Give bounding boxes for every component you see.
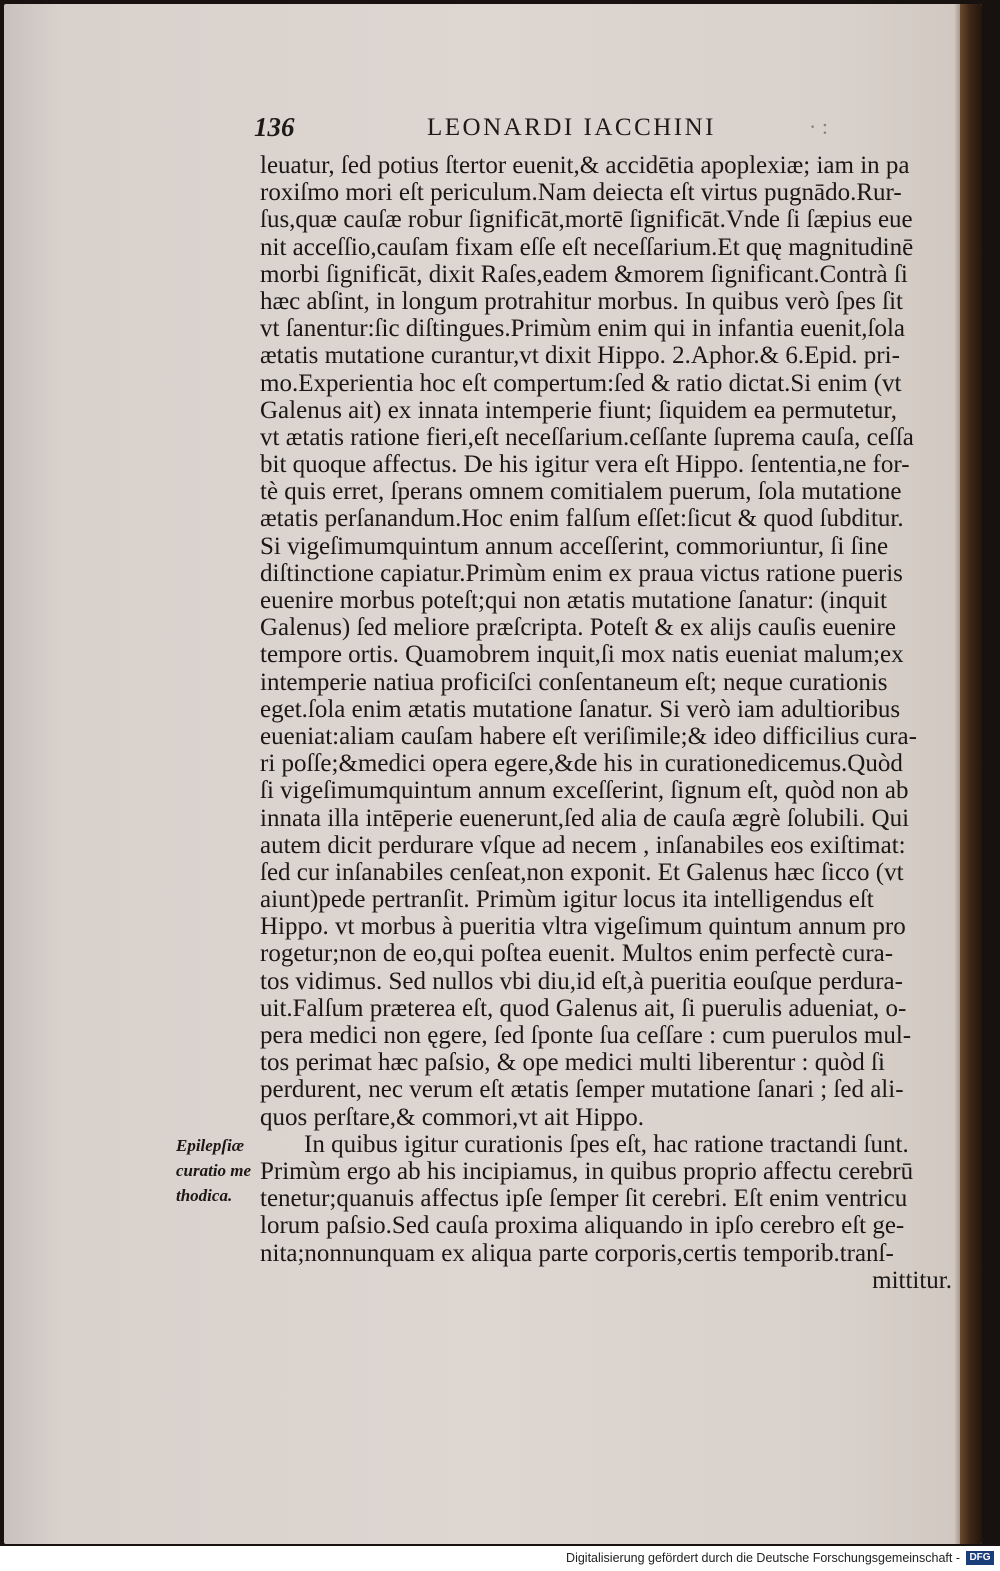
text-line: tos vidimus. Sed nullos vbi diu,id eſt,à pueritia eouſque perdura- xyxy=(260,967,903,995)
text-line: nit acceſſio,cauſam fixam eſſe eſt neceſſarium.Et quę magnitudinē xyxy=(260,233,914,261)
text-line: pera medici non ęgere, ſed ſponte ſua ceſſare : cum puerulos mul- xyxy=(260,1022,912,1049)
text-line: ſus,quæ cauſæ robur ſignificāt,mortē ſignificāt.Vnde ſi ſæpius eue xyxy=(260,206,913,234)
marginal-note xyxy=(176,1133,266,1208)
text-line: vt ſanentur:ſic diſtingues.Primùm enim qui in infantia euenit,ſola xyxy=(260,315,906,343)
funding-notice: Digitalisierung gefördert durch die Deutsche Forschungsgemeinschaft - xyxy=(566,1551,960,1565)
page-header xyxy=(254,112,874,152)
page-number: 136 xyxy=(254,112,295,142)
text-line: Hippo. vt morbus à pueritia vltra vigeſimum quintum annum pro xyxy=(260,913,906,941)
text-line: perdurent, nec verum eſt ætatis ſemper mutatione ſanari ; ſed ali- xyxy=(260,1076,904,1104)
text-line: aiunt)pede pertranſit. Primùm igitur locus ita intelligendus eſt xyxy=(260,886,874,914)
body-text xyxy=(260,152,960,1294)
text-line: lorum paſsio.Sed cauſa proxima aliquando in ipſo cerebro eſt ge- xyxy=(260,1212,905,1240)
text-line: hæc abſint, in longum protrahitur morbus. In quibus verò ſpes ſit xyxy=(260,287,903,315)
dfg-logo: DFG xyxy=(966,1551,994,1565)
text-line: uit.Falſum præterea eſt, quod Galenus ait, ſi puerulis adueniat, o- xyxy=(260,994,907,1022)
digitization-footer xyxy=(0,1546,1000,1571)
text-line: tos perimat hæc paſsio, & ope medici multi liberentur : quòd ſi xyxy=(260,1049,885,1077)
text-line: morbi ſignificāt, dixit Raſes,eadem &morem ſignificant.Contrà ſi xyxy=(260,260,908,288)
text-line: Galenus ait) ex innata intemperie fiunt; ſiquidem ea permutetur, xyxy=(260,396,897,424)
text-line: bit quoque affectus. De his igitur vera eſt Hippo. ſententia,ne for- xyxy=(260,451,910,479)
text-line: Galenus) ſed meliore præſcripta. Poteſt & ex alijs cauſis euenire xyxy=(260,614,896,642)
text-line: eueniat:aliam cauſam habere eſt veriſimile;& ideo difficilius cura- xyxy=(260,722,917,750)
text-line: intemperie natiua proficiſci conſentaneum eſt; neque curationis xyxy=(260,668,888,696)
text-line: ætatis perſanandum.Hoc enim falſum eſſet:ſicut & quod ſubditur. xyxy=(260,505,904,533)
text-line: leuatur, ſed potius ſtertor euenit,& accidētia apoplexiæ; iam in pa xyxy=(260,152,910,179)
text-line: nita;nonnunquam ex aliqua parte corporis,certis temporib.tranſ- xyxy=(260,1239,894,1267)
text-line: innata illa intēperie euenerunt,ſed alia de cauſa ægrè ſolubili. Qui xyxy=(260,804,910,832)
text-line: Primùm ergo ab his incipiamus, in quibus proprio affectu cerebrū xyxy=(260,1157,914,1185)
book-binding xyxy=(960,4,982,1544)
text-line: diſtinctione capiatur.Primùm enim ex praua victus ratione pueris xyxy=(260,559,903,587)
text-line: ri poſſe;&medici opera egere,&de his in curationedicemus.Quòd xyxy=(260,750,903,778)
book-page xyxy=(4,4,982,1544)
text-line-catchword: mittitur. xyxy=(872,1266,952,1294)
text-line: Si vigeſimumquintum annum acceſſerint, commoriuntur, ſi ſine xyxy=(260,532,889,560)
text-line: ſed cur inſanabiles cenſeat,non exponit. Et Galenus hæc ſicco (vt xyxy=(260,858,904,886)
text-line: roxiſmo mori eſt periculum.Nam deiecta eſt virtus pugnādo.Rur- xyxy=(260,179,902,207)
section-first-line: In quibus igitur curationis ſpes eſt, hac ratione tractandi ſunt. xyxy=(304,1130,909,1158)
text-line: autem dicit perdurare vſque ad necem , inſanabiles eos exiſtimat: xyxy=(260,831,906,859)
text-line: tenetur;quanuis affectus ipſe ſemper ſit cerebri. Eſt enim ventricu xyxy=(260,1185,908,1213)
text-line: rogetur;non de eo,qui poſtea euenit. Multos enim perfectè cura- xyxy=(260,940,894,968)
running-head: LEONARDI IACCHINI xyxy=(427,114,716,141)
text-line: eget.ſola enim ætatis mutatione ſanatur. Si verò iam adultioribus xyxy=(260,695,901,723)
text-line: vt ætatis ratione fieri,eſt neceſſarium.ceſſante ſuprema cauſa, ceſſa xyxy=(260,423,914,451)
marginal-note-line: Epilepſiæ xyxy=(176,1136,244,1155)
text-line: ætatis mutatione curantur,vt dixit Hippo. 2.Aphor.& 6.Epid. pri- xyxy=(260,342,900,370)
marginal-note-line: curatio me xyxy=(176,1161,252,1180)
text-line: mo.Experientia hoc eſt compertum:ſed & ratio dictat.Si enim (vt xyxy=(260,369,902,397)
marginal-note-line: thodica. xyxy=(176,1186,233,1205)
header-ornament: · : xyxy=(809,114,828,139)
text-line: ſi vigeſimumquintum annum exceſſerint, ſignum eſt, quòd non ab xyxy=(260,777,909,805)
text-line: euenire morbus poteſt;qui non ætatis mutatione ſanatur: (inquit xyxy=(260,587,887,614)
text-line: tempore ortis. Quamobrem inquit,ſi mox natis eueniat malum;ex xyxy=(260,641,904,669)
text-line: tè quis erret, ſperans omnem comitialem puerum, ſola mutatione xyxy=(260,478,902,506)
text-line: quos perſtare,& commori,vt ait Hippo. xyxy=(260,1103,644,1131)
